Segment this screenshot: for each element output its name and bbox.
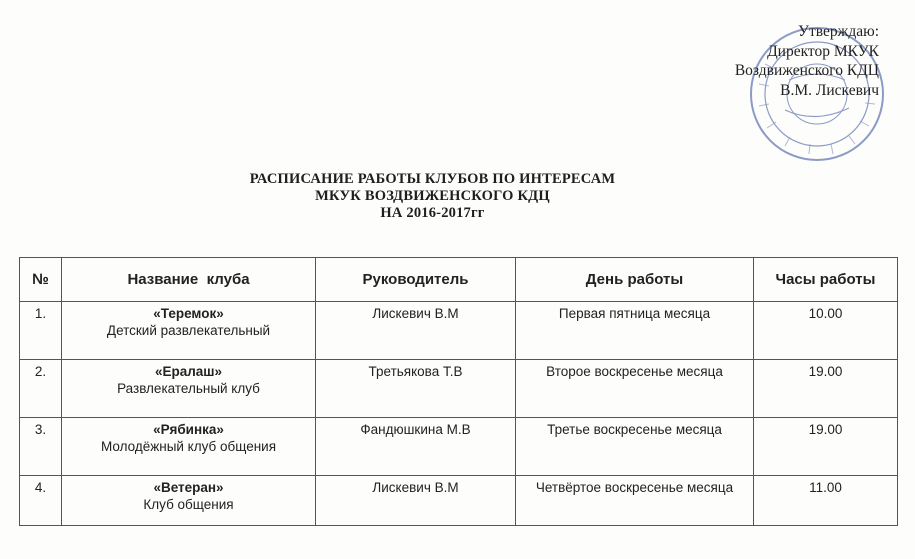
- leader-cell: Третьякова Т.В: [316, 360, 516, 418]
- hours-cell: 11.00: [754, 476, 898, 526]
- header-work-day: День работы: [516, 258, 754, 302]
- approval-block: [659, 22, 879, 100]
- row-number: 3.: [20, 418, 62, 476]
- approval-position: Директор МКУК: [767, 42, 879, 60]
- club-type: Детский развлекательный: [106, 323, 271, 338]
- header-number: №: [20, 258, 62, 302]
- day-cell: Четвёртое воскресенье месяца: [516, 476, 754, 526]
- schedule-table: [19, 257, 898, 526]
- header-club-name: Название клуба: [62, 258, 316, 302]
- hours-cell: 19.00: [754, 360, 898, 418]
- day-cell: Первая пятница месяца: [516, 302, 754, 360]
- row-number: 1.: [20, 302, 62, 360]
- leader-cell: Лискевич В.М: [316, 476, 516, 526]
- table-row: [20, 302, 898, 360]
- document-title: [0, 171, 915, 222]
- day-cell: Второе воскресенье месяца: [516, 360, 754, 418]
- club-cell: [62, 418, 316, 476]
- title-line-2: МКУК ВОЗДВИЖЕНСКОГО КДЦ: [315, 188, 550, 204]
- table-row: [20, 476, 898, 526]
- club-name: «Теремок»: [153, 306, 224, 321]
- club-name: «Ветеран»: [153, 480, 224, 495]
- hours-cell: 10.00: [754, 302, 898, 360]
- approval-organization: Воздвиженского КДЦ: [734, 62, 879, 79]
- hours-cell: 19.00: [754, 418, 898, 476]
- club-name: «Рябинка»: [153, 422, 224, 437]
- club-type: Клуб общения: [143, 497, 234, 512]
- club-type: Молодёжный клуб общения: [100, 439, 277, 454]
- header-work-hours: Часы работы: [754, 258, 898, 302]
- row-number: 4.: [20, 476, 62, 526]
- table-header-row: [20, 258, 898, 302]
- club-cell: [62, 476, 316, 526]
- club-cell: [62, 360, 316, 418]
- approval-signatory: В.М. Лискевич: [780, 81, 879, 99]
- header-leader: Руководитель: [316, 258, 516, 302]
- title-line-1: РАСПИСАНИЕ РАБОТЫ КЛУБОВ ПО ИНТЕРЕСАМ: [249, 171, 616, 187]
- day-cell: Третье воскресенье месяца: [516, 418, 754, 476]
- leader-cell: Фандюшкина М.В: [316, 418, 516, 476]
- title-line-3: НА 2016-2017гг: [380, 205, 485, 221]
- club-name: «Ералаш»: [154, 364, 223, 379]
- leader-cell: Лискевич В.М: [316, 302, 516, 360]
- row-number: 2.: [20, 360, 62, 418]
- club-cell: [62, 302, 316, 360]
- approval-heading: Утверждаю:: [798, 23, 879, 40]
- club-type: Развлекательный клуб: [117, 381, 260, 396]
- table-row: [20, 418, 898, 476]
- table-row: [20, 360, 898, 418]
